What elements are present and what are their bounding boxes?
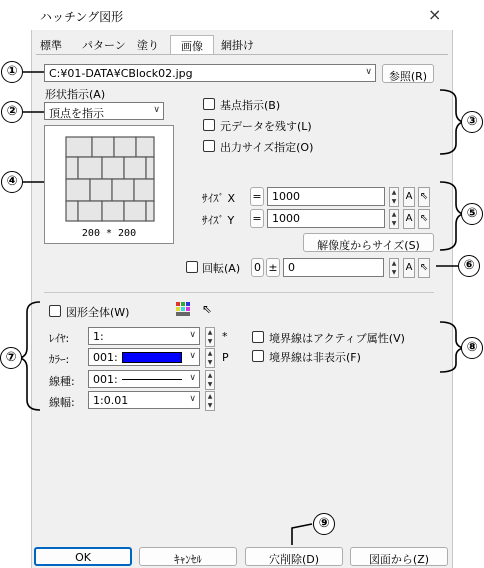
callout-9: ⑨: [313, 513, 335, 535]
tab-pattern[interactable]: パターン: [82, 39, 126, 52]
color-p-button[interactable]: P: [222, 351, 229, 364]
cursor-icon: ⇖: [419, 213, 429, 224]
chevron-down-icon: ∨: [153, 105, 160, 115]
file-path-value: C:¥01-DATA¥CBlock02.jpg: [49, 67, 193, 80]
boundary-hidden-label: 境界線は非表示(F): [269, 351, 361, 364]
tab-standard[interactable]: 標準: [40, 39, 62, 52]
linetype-select-value: 001:: [93, 373, 118, 386]
size-y-spinner[interactable]: ▲ ▼: [389, 209, 399, 229]
size-x-a-button[interactable]: A: [403, 187, 415, 207]
callout-7: ⑦: [0, 347, 22, 369]
size-y-label: ｻｲｽﾞ Y: [202, 214, 235, 227]
linewidth-spinner[interactable]: ▲ ▼: [205, 391, 215, 411]
callout-1: ①: [1, 61, 23, 83]
chevron-down-icon: ∨: [189, 351, 196, 361]
rotation-a-button[interactable]: A: [403, 258, 415, 278]
base-point-label: 基点指示(B): [220, 99, 281, 112]
window-title: ハッチング図形: [40, 10, 124, 24]
callout-3: ③: [461, 111, 483, 133]
layer-spinner[interactable]: ▲ ▼: [205, 327, 215, 347]
size-x-input[interactable]: 1000: [267, 187, 385, 206]
rotation-input[interactable]: 0: [283, 258, 384, 277]
size-y-input[interactable]: 1000: [267, 209, 385, 228]
callout-2: ②: [1, 101, 23, 123]
shape-label: 形状指示(A): [45, 88, 106, 101]
cursor-icon: ⇖: [419, 191, 429, 202]
chevron-down-icon: ∨: [189, 373, 196, 383]
size-y-eq-button[interactable]: =: [250, 209, 264, 228]
size-x-label: ｻｲｽﾞ X: [202, 192, 236, 205]
rotation-zero-button[interactable]: 0: [251, 258, 264, 277]
rotation-spinner[interactable]: ▲ ▼: [389, 258, 399, 278]
color-label: ｶﾗｰ:: [49, 353, 70, 366]
browse-button[interactable]: 参照(R): [382, 64, 434, 83]
from-drawing-button[interactable]: 図面から(Z): [350, 547, 448, 566]
callout-8: ⑧: [461, 337, 483, 359]
tab-mesh[interactable]: 網掛け: [221, 39, 254, 52]
callout-6: ⑥: [458, 255, 480, 277]
rotation-pm-button[interactable]: ±: [266, 258, 280, 277]
linetype-label: 線種:: [49, 375, 75, 388]
chevron-down-icon: ∨: [189, 330, 196, 340]
boundary-active-label: 境界線はアクティブ属性(V): [269, 332, 405, 345]
shape-select-value: 頂点を指示: [49, 107, 104, 120]
cursor-icon: ⇖: [419, 262, 429, 273]
chevron-down-icon: ∨: [365, 67, 372, 77]
ok-button[interactable]: OK: [34, 547, 132, 566]
cancel-button[interactable]: ｷｬﾝｾﾙ: [139, 547, 237, 566]
size-x-spinner[interactable]: ▲ ▼: [389, 187, 399, 207]
linewidth-label: 線幅:: [49, 396, 75, 409]
layer-star-button[interactable]: *: [222, 330, 228, 343]
resolution-size-button[interactable]: 解像度からサイズ(S): [303, 233, 434, 252]
linetype-spinner[interactable]: ▲ ▼: [205, 370, 215, 390]
tab-image[interactable]: 画像: [170, 35, 214, 54]
linewidth-select-value: 1:0.01: [93, 394, 129, 407]
output-size-label: 出力サイズ指定(O): [220, 141, 314, 154]
size-y-a-button[interactable]: A: [403, 209, 415, 229]
color-spinner[interactable]: ▲ ▼: [205, 348, 215, 368]
layer-label: ﾚｲﾔ:: [49, 332, 70, 345]
size-x-eq-button[interactable]: =: [250, 187, 264, 206]
color-select-value: 001:: [93, 351, 118, 364]
keep-original-label: 元データを残す(L): [220, 120, 312, 133]
close-icon[interactable]: ×: [428, 5, 442, 24]
preview-caption: 200 * 200: [81, 228, 137, 239]
callout-4: ④: [1, 171, 23, 193]
chevron-down-icon: ∨: [189, 394, 196, 404]
rotation-label: 回転(A): [202, 262, 241, 275]
tab-fill[interactable]: 塗り: [137, 39, 159, 52]
whole-shape-label: 図形全体(W): [66, 306, 130, 319]
cursor-icon[interactable]: ⇖: [202, 302, 213, 316]
callout-5: ⑤: [461, 203, 483, 225]
layer-select-value: 1:: [93, 330, 104, 343]
hole-delete-button[interactable]: 穴削除(D): [245, 547, 343, 566]
